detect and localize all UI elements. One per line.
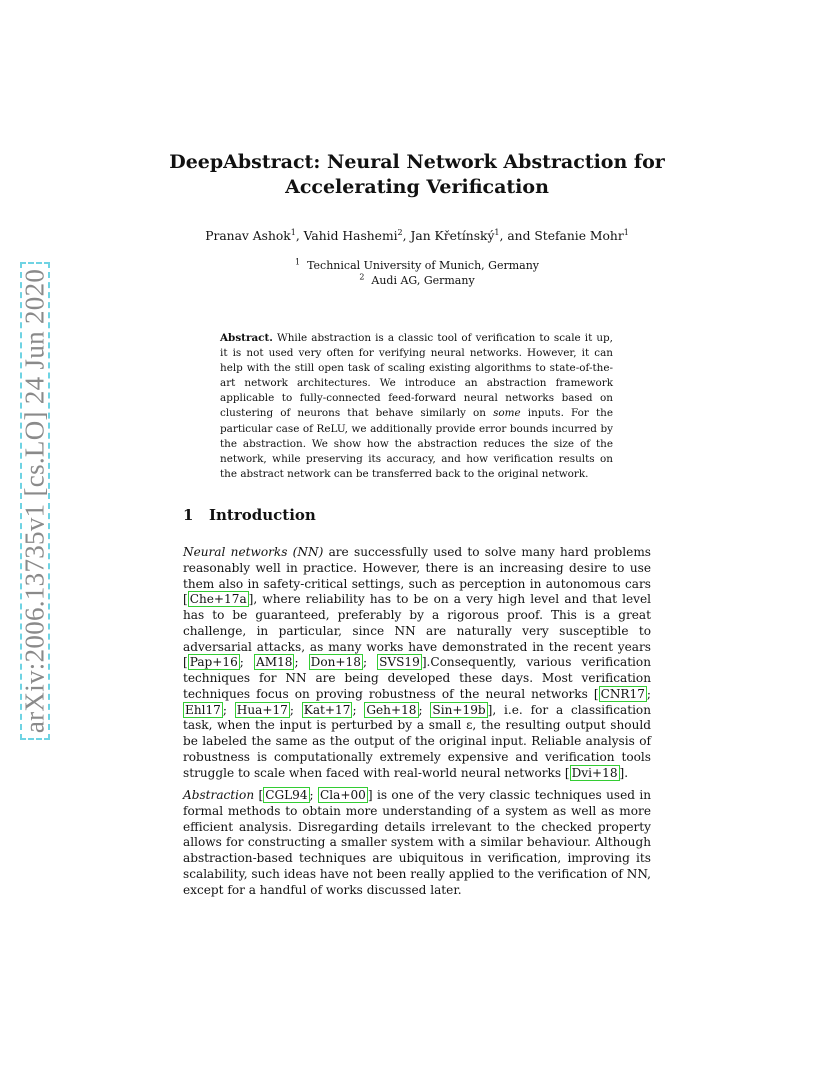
paragraph-text: are successfully used to solve many hard problems reasonably well in practice. However, there is an increasing desire to use them also in safety-critical settings, such as perception in autonomous cars	[183, 545, 652, 591]
citation-link[interactable]: Che+17a	[189, 592, 247, 607]
author-name: Jan Křetínský	[410, 229, 495, 243]
citation-link[interactable]: Sin+19b	[432, 702, 486, 717]
author-separator: ,	[402, 229, 411, 243]
arxiv-stamp	[20, 262, 50, 740]
arxiv-id: arXiv:2006.13735v1 [cs.LO] 24 Jun 2020	[19, 268, 50, 734]
affiliation-text: Audi AG, Germany	[371, 274, 475, 287]
title-line-1: DeepAbstract: Neural Network Abstraction for	[169, 151, 665, 173]
citation-link[interactable]: Ehl17	[185, 702, 221, 717]
citation-link[interactable]: Dvi+18	[571, 765, 618, 780]
abstract-emphasis: some	[493, 407, 521, 420]
affiliation	[150, 274, 684, 287]
citation-link[interactable]: SVS19	[379, 655, 420, 670]
author-affiliation-mark: 1	[623, 227, 629, 237]
author-name: Vahid Hashemi	[303, 229, 398, 243]
citation-link[interactable]: Cla+00	[320, 788, 366, 802]
affiliation-text: Technical University of Munich, Germany	[307, 259, 540, 272]
emphasis-term: Neural networks (NN)	[183, 545, 324, 559]
abstract-label: Abstract.	[220, 332, 273, 344]
paragraph-text: .Consequently, various verification techniques for NN are being developed these days. Most verification techniques focus on proving robustness of the neural networks	[183, 655, 651, 701]
author-affiliation-mark: 1	[290, 227, 296, 237]
author-name: Pranav Ashok	[205, 229, 291, 243]
paper-title	[150, 150, 684, 200]
affiliation-mark: 2	[359, 272, 365, 282]
affiliation	[150, 259, 684, 272]
section-heading	[183, 506, 316, 524]
paragraph: Abstraction [ CGL94 ; Cla+00 ] is one of the very classic techniques used in formal methods to obtain more understanding of a system as well as more efficient analysis. Disregarding details irrelevant to the checked property allows for constructing a smaller system with a similar behaviour. Although abstraction-based techniques are ubiquitous in verification, improving its scalability, such ideas have not been really applied to the verification of NN, except for a handful of works discussed later.	[183, 788, 651, 897]
paragraph-text: is one of the very classic techniques used in formal methods to obtain more understanding of a system as well as more efficient analysis. Disregarding details irrelevant to the checked property allows for constructing a smaller system with a similar behaviour. Although abstraction-based techniques are ubiquitous in verification, improving its scalability, such ideas have not been really applied to the verification of NN, except for a handful of works discussed later.	[183, 788, 651, 897]
abstract-text: While abstraction is a classic tool of verification to scale it up, it is not used very often for verifying neural networks. However, it can help with the still open task of scaling existing algorithms to state-of-the-art network architectures. We introduce an abstraction framework applicable to fully-connected feed-forward neural networks based on clustering of neurons that behave similarly on	[220, 332, 613, 420]
section-title: Introduction	[209, 506, 316, 524]
paragraph: Neural networks (NN) are successfully used to solve many hard problems reasonably well in practice. However, there is an increasing desire to use them also in safety-critical settings, such as perception in autonomous cars [ Che+17a ], where reliability has to be on a very high level and that level has to be guaranteed, preferably by a rigorous proof. This is a great challenge, in particular, since NN are naturally very susceptible to adversarial attacks, as many works have demonstrated in the recent years [ Pap+16 ; AM18 ; Don+18 ; SVS19 ].Consequently, various verification techniques for NN are being developed these days. Most verification techniques focus on proving robustness of the neural networks [ CNR17 ; Ehl17 ; Hua+17 ; Kat+17 ; Geh+18 ; Sin+19b ], i.e. for a classification task, when the input is perturbed by a small ε, the resulting output should be labeled the same as the output of the original input. Reliable analysis of robustness is computationally extremely expensive and verification tools struggle to scale when faced with real-world neural networks [ Dvi+18 ].	[183, 545, 652, 780]
citation-link[interactable]: Kat+17	[303, 702, 351, 717]
author-list	[150, 229, 684, 243]
author-separator: , and	[499, 229, 535, 243]
author-affiliation-mark: 1	[494, 227, 500, 237]
section-number: 1	[183, 506, 194, 524]
author-name: Stefanie Mohr	[534, 229, 624, 243]
citation-link[interactable]: AM18	[255, 655, 293, 670]
paragraph-text: , i.e. for a classification task, when the input is perturbed by a small ε, the resulting output should be labeled the same as the output of the original input. Reliable analysis of robustness is computationally extremely expensive and verification tools struggle to scale when faced with real-world neural networks	[183, 702, 652, 780]
author-affiliation-mark: 2	[397, 227, 403, 237]
paragraph-text: , where reliability has to be on a very high level and that level has to be guaranteed, preferably by a rigorous proof. This is a great challenge, in particular, since NN are naturally very susceptible to adversarial attacks, as many works have demonstrated in the recent years	[183, 592, 651, 654]
citation-link[interactable]: Don+18	[310, 655, 361, 670]
abstract	[220, 331, 613, 482]
citation-link[interactable]: CNR17	[600, 686, 645, 701]
author-separator: ,	[295, 229, 304, 243]
affiliation-mark: 1	[294, 257, 301, 267]
emphasis-term: Abstraction	[183, 788, 255, 802]
paragraph-text: .	[624, 765, 629, 780]
citation-link[interactable]: Geh+18	[366, 702, 417, 717]
abstract-text: inputs. For the particular case of ReLU, we additionally provide error bounds incurred by the abstraction. We show how the abstraction reduces the size of the network, while preserving its accuracy, and how verification results on the abstract network can be transferred back to the original network.	[220, 407, 614, 480]
title-line-2: Accelerating Verification	[285, 176, 549, 198]
citation-link[interactable]: Pap+16	[189, 655, 238, 670]
citation-link[interactable]: Hua+17	[236, 702, 288, 717]
citation-link[interactable]: CGL94	[265, 788, 308, 802]
